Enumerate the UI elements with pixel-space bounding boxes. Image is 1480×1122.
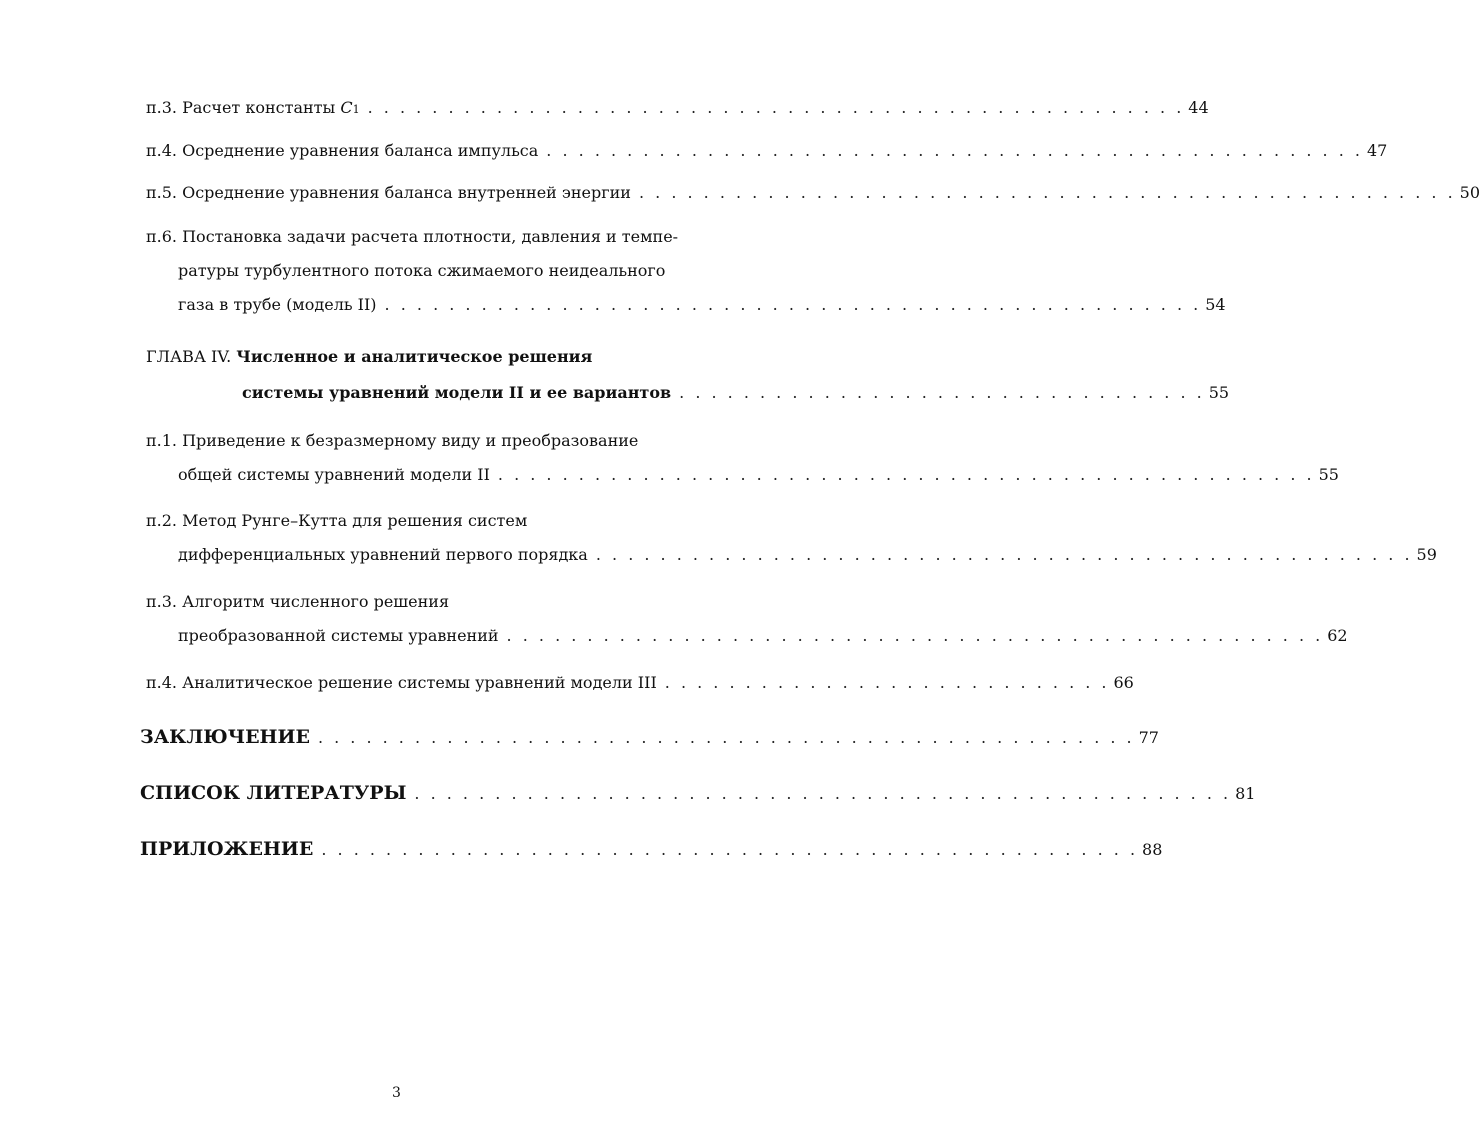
toc-entry-energy-balance[interactable]: [146, 183, 1480, 203]
toc-page-number: 55: [1318, 465, 1339, 484]
dot-leader: . . . . . . . . . . . . . . . . . . . . . . . . . . . . . . . . .: [679, 383, 1205, 402]
toc-entry-conclusion[interactable]: [140, 726, 1159, 748]
chapter-number: ГЛАВА IV.: [146, 347, 232, 366]
toc-entry-label: п.4. Аналитическое решение системы уравнений модели III: [146, 673, 657, 692]
dot-leader: . . . . . . . . . . . . . . . . . . . . . . . . . . . . . . . . . . . . . . . . . . . . . . . . . . .: [321, 840, 1139, 859]
toc-page-number: 47: [1366, 141, 1388, 160]
toc-entry-label-line-2[interactable]: ратуры турбулентного потока сжимаемого неидеального: [178, 261, 666, 280]
toc-entry-label-line-1[interactable]: п.3. Алгоритм численного решения: [146, 592, 450, 611]
dot-leader: . . . . . . . . . . . . . . . . . . . . . . . . . . . . . . . . . . . . . . . . . . . . . . . . . . .: [546, 141, 1363, 160]
toc-page-number: 62: [1327, 626, 1348, 645]
toc-page-number: 50: [1459, 183, 1480, 202]
toc-page-number: 55: [1208, 383, 1230, 402]
toc-entry-numerical-algorithm[interactable]: [178, 626, 1348, 646]
toc-entry-calc-constant[interactable]: [146, 98, 1209, 120]
constant-symbol: C: [340, 98, 353, 117]
dot-leader: . . . . . . . . . . . . . . . . . . . . . . . . . . . . . . . . . . . . . . . . . . . . . . . . . . .: [367, 98, 1185, 117]
toc-page-number: 81: [1235, 784, 1256, 803]
toc-page-number: 54: [1205, 295, 1226, 314]
chapter-heading-line-1[interactable]: [146, 347, 592, 367]
toc-entry-dimensionless[interactable]: [178, 465, 1339, 485]
dot-leader: . . . . . . . . . . . . . . . . . . . . . . . . . . . . . . . . . . . . . . . . . . . . . . . . . . .: [414, 784, 1232, 803]
toc-entry-label-line-1[interactable]: п.2. Метод Рунге–Кутта для решения систем: [146, 511, 528, 530]
chapter-title: Численное и аналитическое решения: [236, 347, 593, 366]
constant-subscript: 1: [352, 103, 360, 116]
toc-page-number: 88: [1142, 840, 1163, 859]
toc-entry-references[interactable]: [140, 782, 1256, 804]
toc-entry-label: п.3. Расчет константы: [146, 98, 336, 117]
dot-leader: . . . . . . . . . . . . . . . . . . . . . . . . . . . . . . . . . . . . . . . . . . . . . . . . . . .: [638, 183, 1456, 202]
toc-entry-label: дифференциальных уравнений первого порядка: [178, 545, 588, 564]
toc-entry-label: п.4. Осреднение уравнения баланса импульса: [146, 141, 539, 160]
toc-entry-problem-statement[interactable]: [178, 295, 1226, 315]
toc-entry-runge-kutta[interactable]: [178, 545, 1437, 565]
dot-leader: . . . . . . . . . . . . . . . . . . . . . . . . . . . . . . . . . . . . . . . . . . . . . . . . . . .: [384, 295, 1202, 314]
toc-page-number: 77: [1138, 728, 1159, 747]
dot-leader: . . . . . . . . . . . . . . . . . . . . . . . . . . . .: [664, 673, 1110, 692]
toc-page-number: 59: [1416, 545, 1437, 564]
toc-entry-label: п.5. Осреднение уравнения баланса внутренней энергии: [146, 183, 631, 202]
toc-entry-appendix[interactable]: [140, 838, 1163, 860]
toc-entry-label-line-1[interactable]: п.6. Постановка задачи расчета плотности, давления и темпе-: [146, 227, 679, 246]
chapter-heading-line-2[interactable]: [242, 383, 1230, 403]
dot-leader: . . . . . . . . . . . . . . . . . . . . . . . . . . . . . . . . . . . . . . . . . . . . . . . . . . .: [595, 545, 1413, 564]
page-number: 3: [392, 1085, 401, 1101]
toc-entry-label: СПИСОК ЛИТЕРАТУРЫ: [140, 782, 407, 804]
toc-entry-label: ПРИЛОЖЕНИЕ: [140, 838, 314, 860]
dot-leader: . . . . . . . . . . . . . . . . . . . . . . . . . . . . . . . . . . . . . . . . . . . . . . . . . . .: [506, 626, 1324, 645]
toc-entry-label: ЗАКЛЮЧЕНИЕ: [140, 726, 310, 748]
chapter-title-continued: системы уравнений модели II и ее вариантов: [242, 383, 672, 402]
toc-entry-impulse-balance[interactable]: [146, 141, 1388, 161]
toc-page-number: 66: [1113, 673, 1134, 692]
toc-entry-analytical-solution[interactable]: [146, 673, 1134, 693]
dot-leader: . . . . . . . . . . . . . . . . . . . . . . . . . . . . . . . . . . . . . . . . . . . . . . . . . . .: [497, 465, 1315, 484]
toc-entry-label: общей системы уравнений модели II: [178, 465, 490, 484]
dot-leader: . . . . . . . . . . . . . . . . . . . . . . . . . . . . . . . . . . . . . . . . . . . . . . . . . . .: [317, 728, 1135, 747]
toc-entry-label: преобразованной системы уравнений: [178, 626, 499, 645]
toc-entry-label-line-1[interactable]: п.1. Приведение к безразмерному виду и преобразование: [146, 431, 639, 450]
toc-entry-label: газа в трубе (модель II): [178, 295, 377, 314]
toc-page-number: 44: [1188, 98, 1209, 117]
